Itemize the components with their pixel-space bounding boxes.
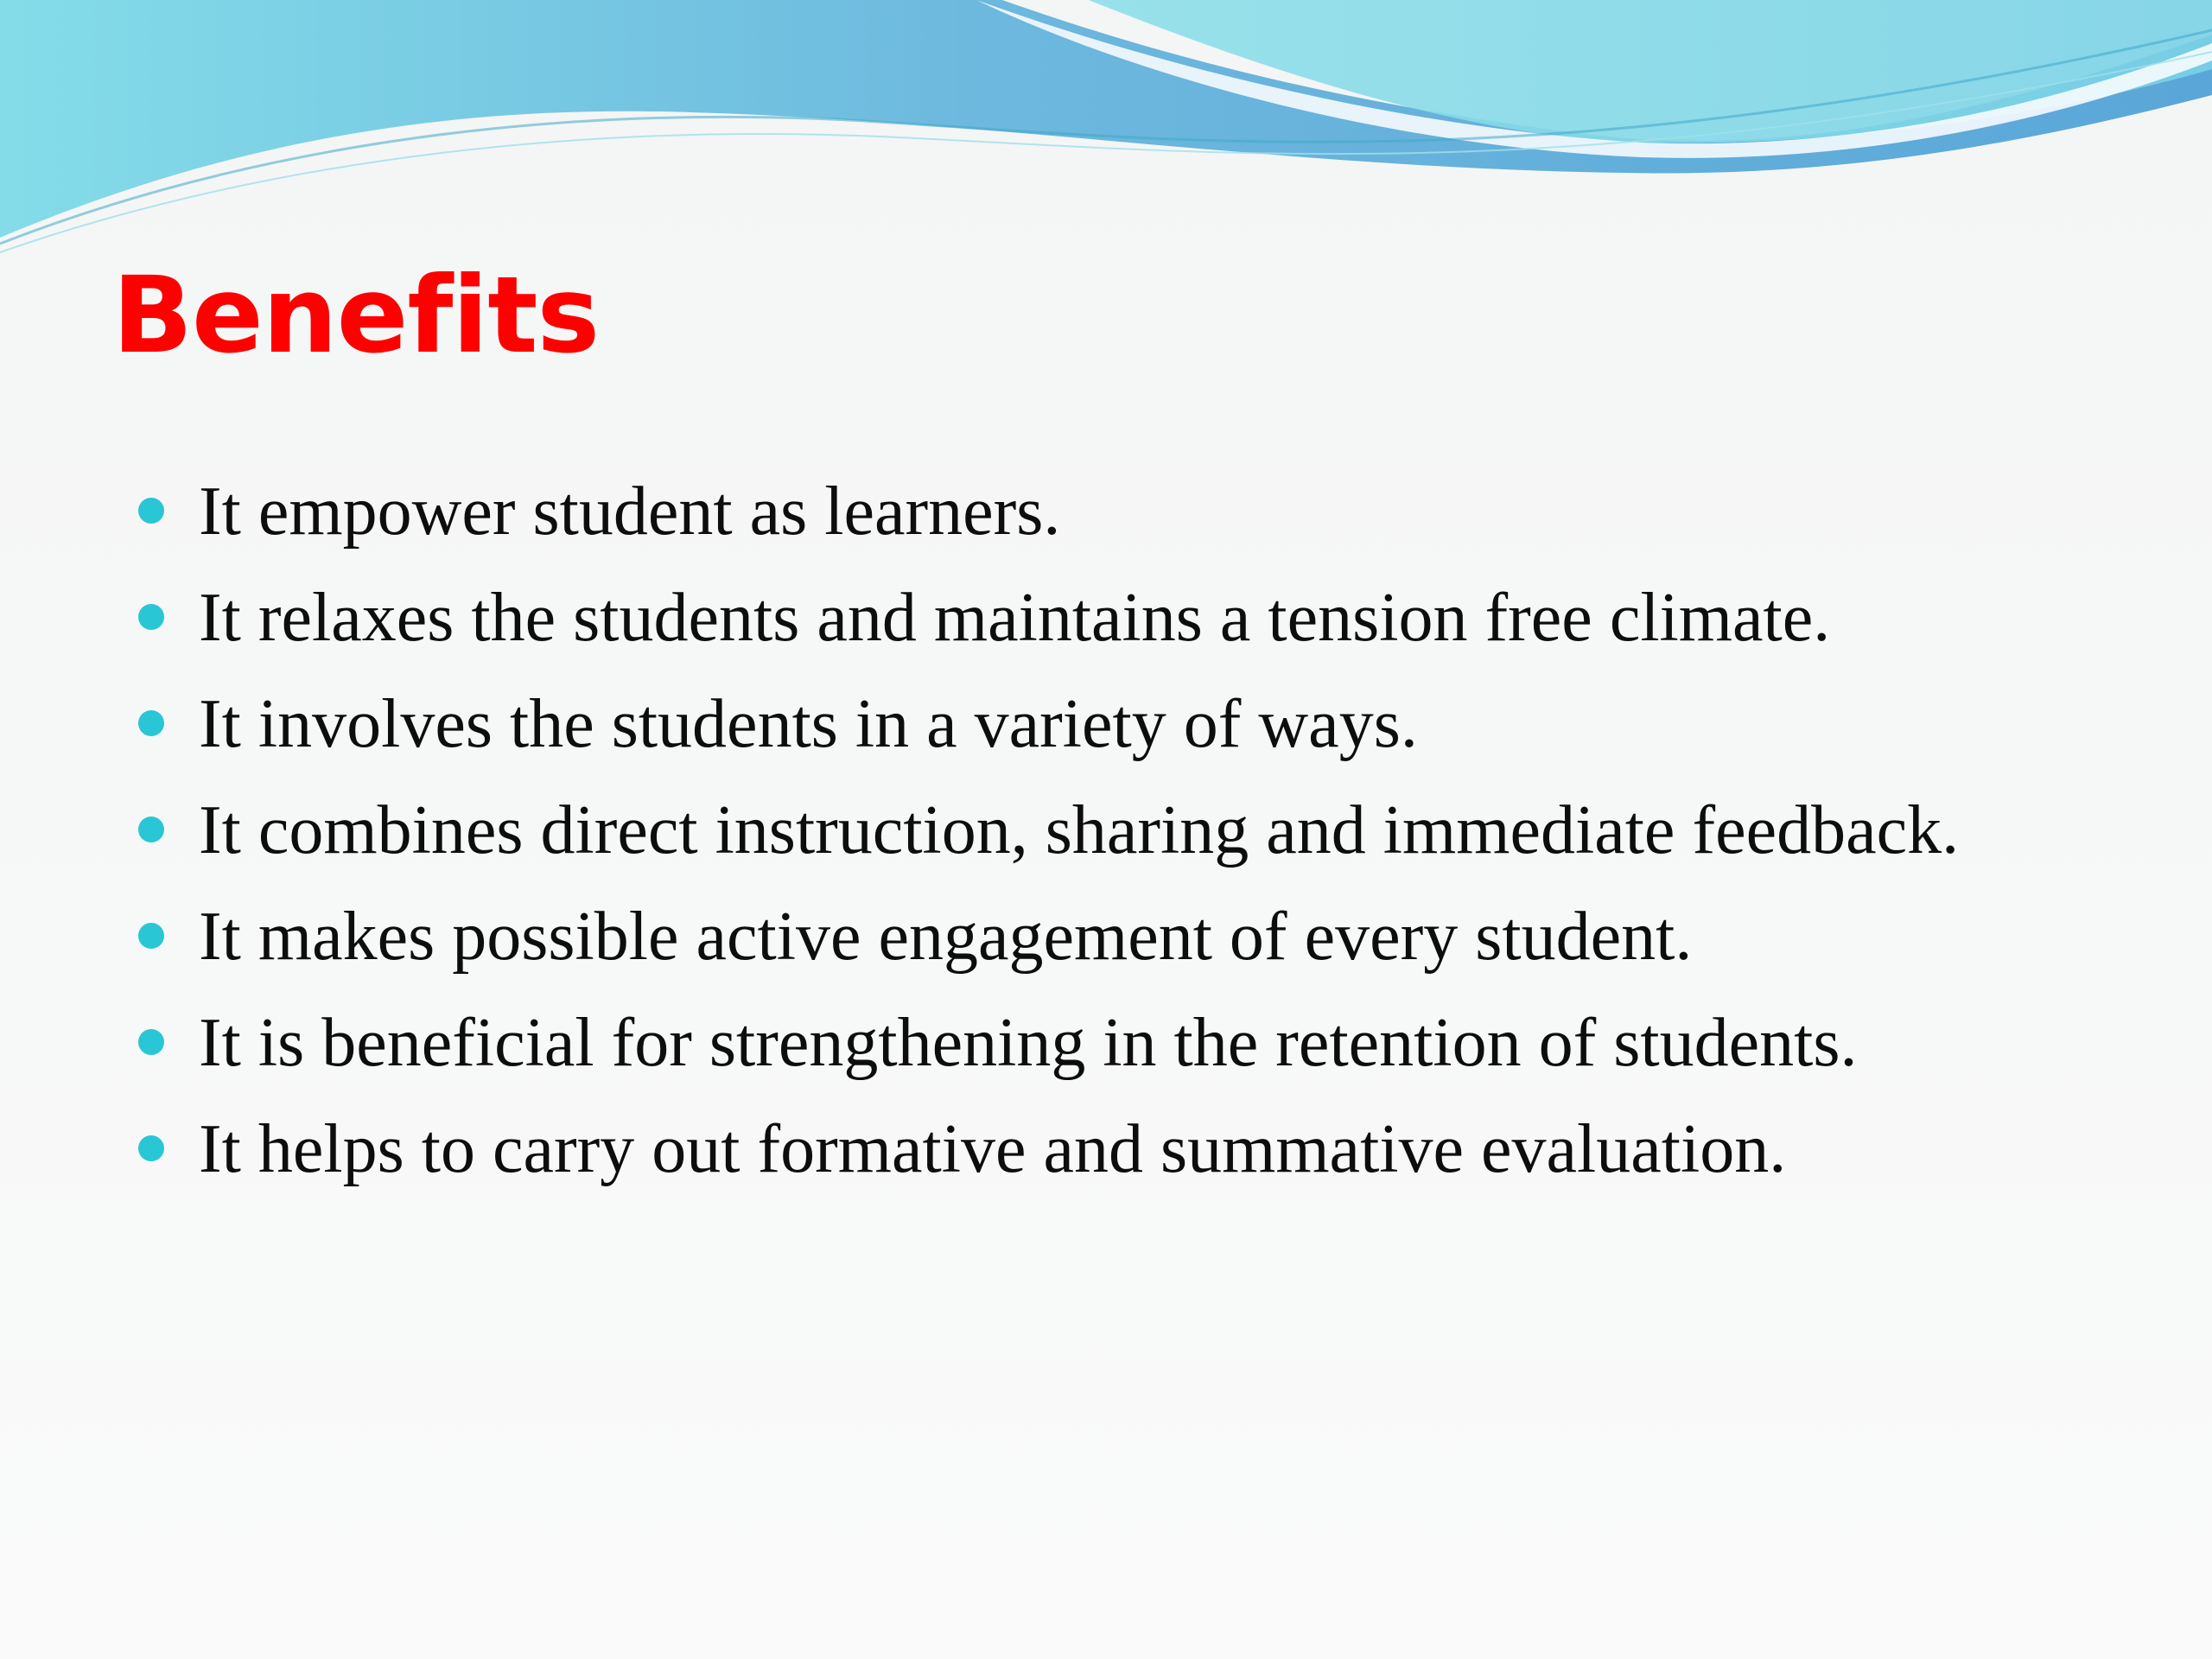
bullet-dot-icon — [138, 1135, 164, 1161]
bullet-item — [138, 785, 2082, 875]
bullet-text: It empower student as learners. — [199, 474, 1061, 550]
bullet-text: It involves the students in a variety of ways. — [199, 686, 1418, 762]
bullet-item — [138, 998, 2082, 1088]
bullet-item — [138, 467, 2082, 556]
bullet-item — [138, 573, 2082, 663]
bullet-text: It relaxes the students and maintains a tension free climate. — [199, 580, 1831, 656]
bullet-dot-icon — [138, 498, 164, 524]
bullet-item — [138, 892, 2082, 982]
bullet-dot-icon — [138, 604, 164, 630]
slide-title: Benefits — [112, 254, 600, 377]
bullet-dot-icon — [138, 817, 164, 842]
header-wave-decoration — [0, 0, 2212, 259]
bullet-item — [138, 679, 2082, 769]
bullet-dot-icon — [138, 1029, 164, 1055]
bullet-text: It helps to carry out formative and summative evaluation. — [199, 1111, 1787, 1187]
bullet-dot-icon — [138, 923, 164, 949]
bullet-item — [138, 1104, 2082, 1194]
bullet-text: It makes possible active engagement of every student. — [199, 899, 1693, 975]
bullet-list — [138, 467, 2082, 1211]
bullet-text: It is beneficial for strengthening in the retention of students. — [199, 1005, 1858, 1081]
bullet-dot-icon — [138, 710, 164, 736]
bullet-text: It combines direct instruction, sharing and immediate feedback. — [199, 792, 1960, 868]
